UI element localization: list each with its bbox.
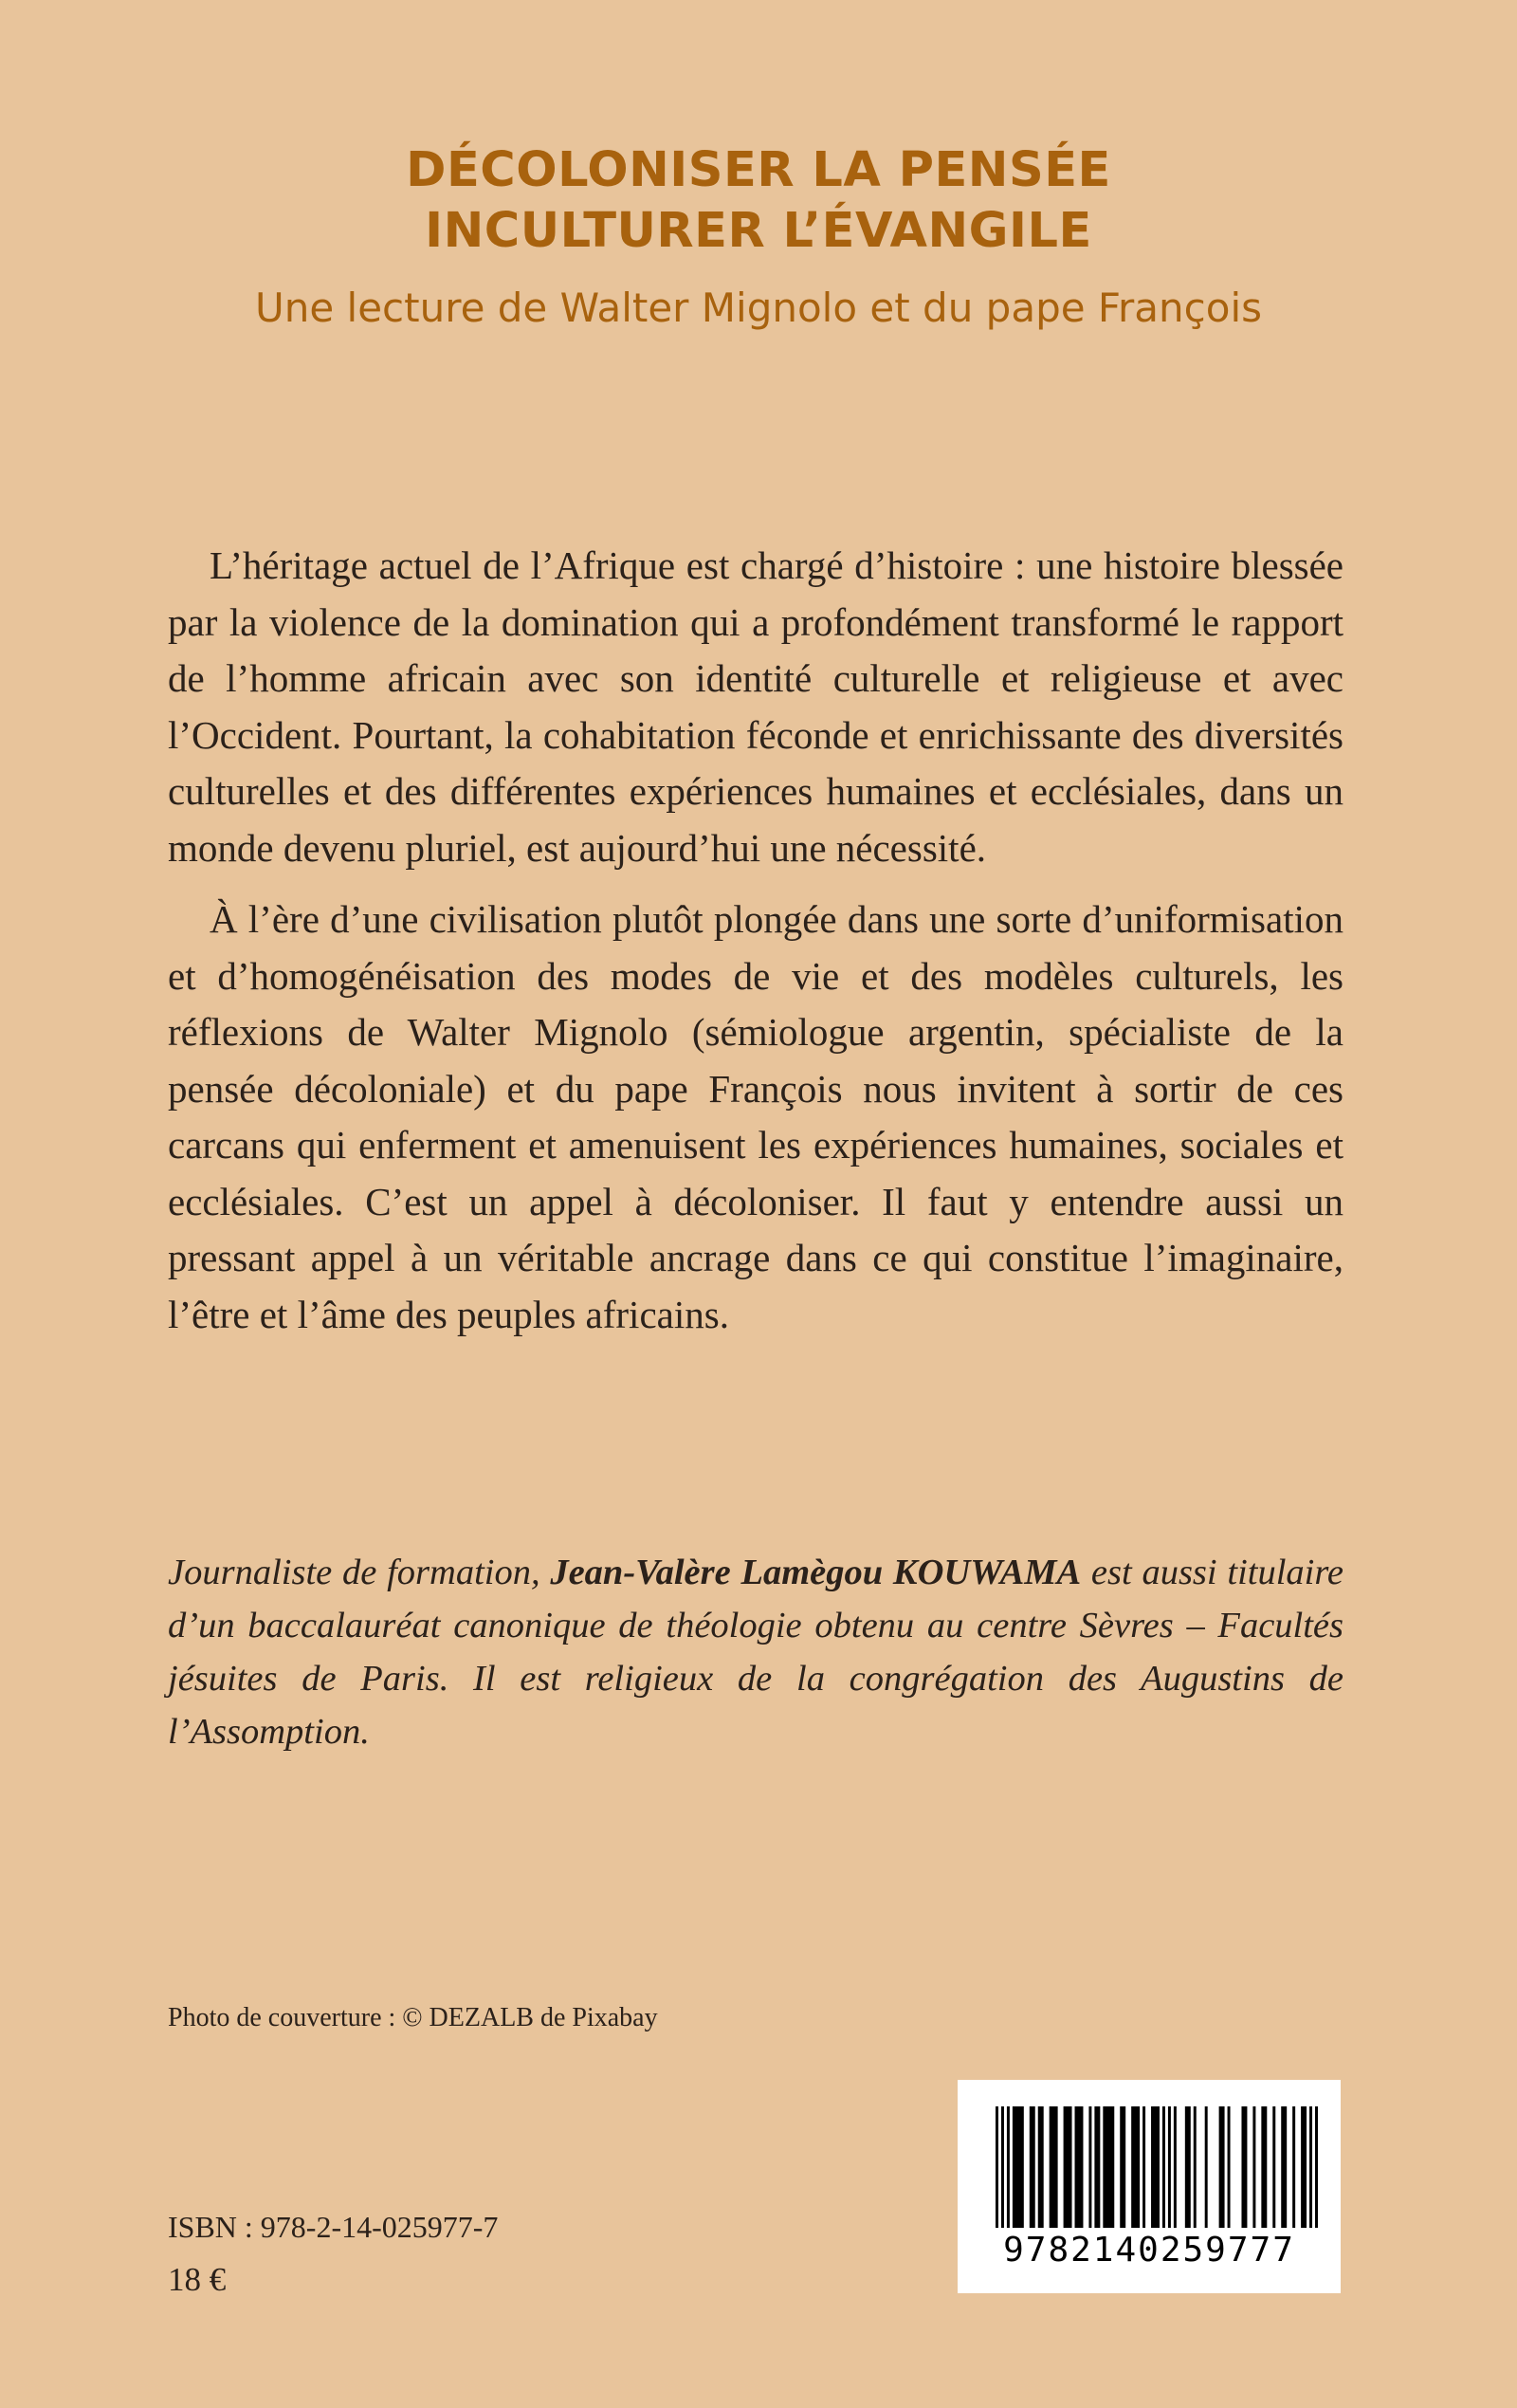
barcode-bar [1103,2106,1114,2228]
barcode-bar [1094,2106,1100,2228]
summary-paragraph-1: L’héritage actuel de l’Afrique est chargé d’histoire : une histoire blessée par la violence de la domination qui a profondément transformé le rapport de l’homme africain avec son identité culturelle et religieuse et avec l’Occident. Pourtant, la cohabitation féconde et enrichissante des diversités culturelles et des différentes expériences humaines et ecclésiales, dans un monde devenu pluriel, est aujourd’hui une nécessité. [168,543,1343,870]
barcode-bar [1309,2106,1312,2228]
barcode-bar [1281,2106,1287,2228]
barcode-bar [1174,2106,1177,2228]
isbn: ISBN : 978-2-14-025977-7 [168,2210,499,2244]
barcode-bar [1151,2106,1160,2228]
barcode-bar [1301,2106,1307,2228]
barcode-bar [1050,2106,1058,2228]
barcode-bars [958,2080,1341,2232]
barcode-bar [1168,2106,1171,2228]
book-title-line-1: DÉCOLONISER LA PENSÉE [406,142,1111,198]
barcode-bar [1261,2106,1267,2228]
photo-credit: Photo de couverture : © DEZALB de Pixabay [168,2003,658,2032]
barcode-bar [996,2106,998,2228]
barcode-bar [1272,2106,1275,2228]
barcode-bar [1241,2106,1247,2228]
barcode-bar [1162,2106,1165,2228]
book-title-line-2: INCULTURER L’ÉVANGILE [425,203,1092,259]
barcode-bar [1252,2106,1255,2228]
barcode-bar [1131,2106,1140,2228]
barcode-bar [1030,2106,1035,2228]
barcode-bar [1315,2106,1318,2228]
barcode-bar [1185,2106,1191,2228]
barcode-bar [1007,2106,1010,2228]
barcode-bar [1038,2106,1044,2228]
barcode-bar [1194,2106,1197,2228]
price: 18 € [168,2261,227,2298]
barcode-bar [1205,2106,1208,2228]
book-summary [168,538,1343,1343]
author-name: Jean-Valère Lamègou KOUWAMA [550,1553,1082,1592]
title-block [0,140,1517,334]
barcode-bar [1075,2106,1084,2228]
barcode-bar [1001,2106,1004,2228]
barcode-bar [1088,2106,1091,2228]
book-subtitle: Une lecture de Walter Mignolo et du pape François [255,285,1262,331]
barcode-bar [1142,2106,1145,2228]
author-bio-suffix: est aussi titulaire d’un baccalauréat canonique de théologie obtenu au centre Sèvres – Facultés jésuites de Paris. Il est religieux de la congrégation des Augustins de l’Assomption. [168,1553,1343,1752]
summary-paragraph-2: À l’ère d’une civilisation plutôt plongée dans une sorte d’uniformisation et d’homogénéisation des modes de vie et des modèles culturels, les réflexions de Walter Mignolo (sémiologue argentin, spécialiste de la pensée décoloniale) et du pape François nous invitent à sortir de ces carcans qui enferment et amenuisent les expériences humaines, sociales et ecclésiales. C’est un appel à décoloniser. Il faut y entendre aussi un pressant appel à un véritable ancrage dans ce qui constitue l’imaginaire, l’être et l’âme des peuples africains. [168,897,1343,1336]
barcode-digits: 9782140259777 [1003,2231,1295,2270]
barcode-bar [1228,2106,1231,2228]
barcode-bar [1219,2106,1225,2228]
barcode [958,2080,1341,2293]
author-bio [168,1546,1343,1758]
author-bio-prefix: Journaliste de formation, [168,1553,551,1592]
barcode-bar [1013,2106,1024,2228]
barcode-bar [1292,2106,1295,2228]
barcode-bar [1120,2106,1125,2228]
barcode-bar [1064,2106,1072,2228]
